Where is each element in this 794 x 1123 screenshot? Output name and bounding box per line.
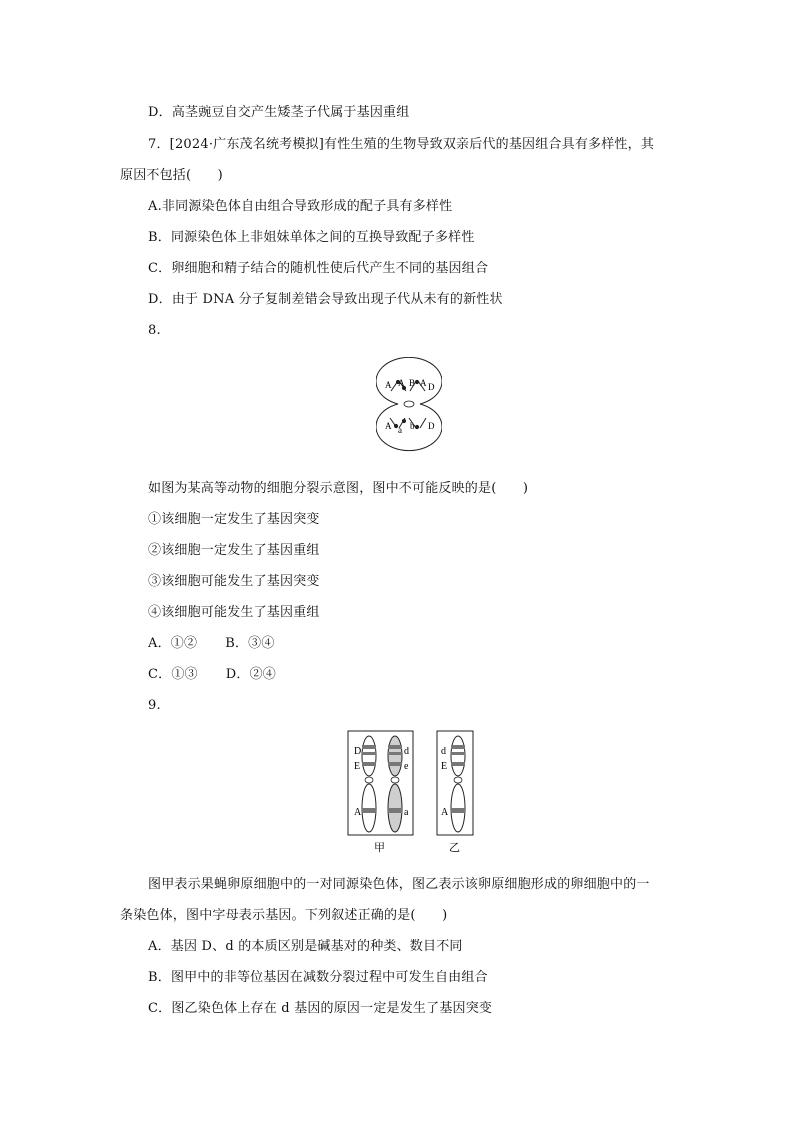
- q8-option-d: D．②④: [225, 667, 276, 682]
- q8-statement-2: ②该细胞一定发生了基因重组: [148, 543, 320, 558]
- label-yi-mid: E: [441, 761, 448, 772]
- q9-option-a: A．基因 D、d 的本质区别是碱基对的种类、数目不同: [148, 939, 463, 954]
- q8-options-row2: [148, 666, 276, 684]
- label-yi-top: d: [441, 746, 446, 757]
- label-top-mid-a: A: [398, 378, 405, 388]
- q7-stem-line2: 原因不包括( ): [120, 168, 223, 183]
- q7-stem-line1: 7．[2024·广东茂名统考模拟]有性生殖的生物导致双亲后代的基因组合具有多样性，其: [148, 137, 655, 152]
- caption-yi: 乙: [449, 842, 460, 854]
- cell-outline: [376, 357, 442, 450]
- label-yi-bottom: A: [441, 807, 449, 818]
- jia-right-chromosome: [388, 736, 402, 832]
- q8-cell-division-figure: [376, 357, 442, 453]
- label-jia-right-top: d: [404, 746, 409, 757]
- label-jia-left-top: D: [354, 746, 362, 757]
- q7-option-a: A.非同源染色体自由组合导致形成的配子具有多样性: [148, 199, 453, 214]
- label-jia-right-bottom: a: [404, 807, 409, 818]
- jia-left-chromosome: [362, 736, 376, 832]
- q9-stem-line1: 图甲表示果蝇卵原细胞中的一对同源染色体，图乙表示该卵原细胞形成的卵细胞中的一: [148, 877, 650, 892]
- q8-option-c: C．①③: [148, 667, 198, 682]
- yi-chromosome: [451, 736, 465, 832]
- q8-statement-4: ④该细胞可能发生了基因重组: [148, 605, 320, 620]
- q8-options-row1: [148, 635, 275, 653]
- q6-option-d: D．高茎豌豆自交产生矮茎子代属于基因重组: [148, 105, 410, 120]
- label-top-left: A: [385, 380, 392, 390]
- label-bottom-left: A: [385, 421, 392, 431]
- label-jia-left-mid: E: [354, 761, 361, 772]
- label-top-mid-b: B: [409, 378, 416, 388]
- q9-number: 9.: [148, 698, 161, 713]
- label-top-mid-c: A: [420, 378, 427, 388]
- q7-option-c: C．卵细胞和精子结合的随机性使后代产生不同的基因组合: [148, 261, 489, 276]
- q9-stem-line2: 条染色体，图中字母表示基因。下列叙述正确的是( ): [120, 908, 448, 923]
- q8-number: 8.: [148, 323, 161, 338]
- label-bottom-mid-b: b: [410, 421, 415, 431]
- label-bottom-mid-a: a: [398, 425, 402, 435]
- q7-option-b: B．同源染色体上非姐妹单体之间的互换导致配子多样性: [148, 230, 475, 245]
- q8-stem: 如图为某高等动物的细胞分裂示意图，图中不可能反映的是( ): [148, 481, 529, 496]
- q7-option-d: D．由于 DNA 分子复制差错会导致出现子代从未有的新性状: [148, 292, 503, 307]
- bottom-chromosomes: [390, 418, 426, 429]
- q9-option-b: B．图甲中的非等位基因在减数分裂过程中可发生自由组合: [148, 970, 488, 985]
- q8-statement-1: ①该细胞一定发生了基因突变: [148, 512, 320, 527]
- label-top-right: D: [428, 382, 435, 392]
- q9-chromosome-figure: [345, 730, 477, 854]
- label-bottom-right: D: [428, 421, 435, 431]
- label-jia-left-bottom: A: [354, 807, 362, 818]
- caption-jia: 甲: [374, 842, 385, 854]
- q8-option-a: A．①②: [148, 636, 198, 651]
- q9-option-c: C．图乙染色体上存在 d 基因的原因一定是发生了基因突变: [148, 1001, 493, 1016]
- q8-option-b: B．③④: [225, 636, 275, 651]
- label-jia-right-mid: e: [404, 761, 409, 772]
- q8-statement-3: ③该细胞可能发生了基因突变: [148, 574, 320, 589]
